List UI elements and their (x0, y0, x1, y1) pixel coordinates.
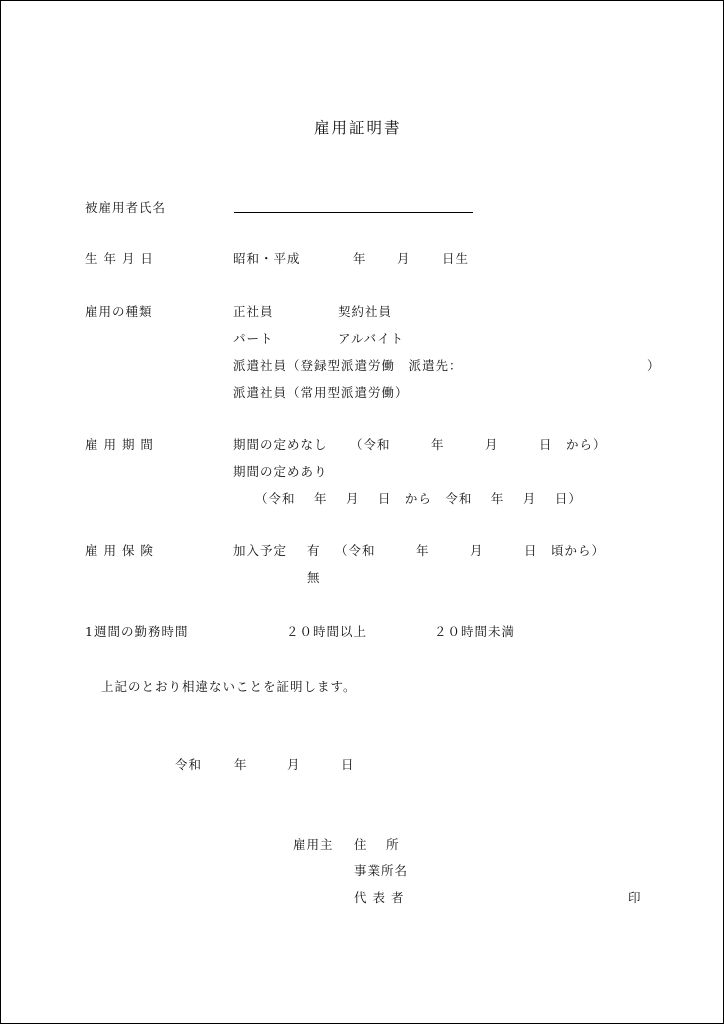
period-none: 期間の定めなし (233, 437, 328, 452)
date-year: 年 (234, 757, 248, 772)
employee-name-label: 被雇用者氏名 (85, 200, 167, 215)
employer-office-label: 事業所名 (354, 863, 409, 878)
date-era: 令和 (175, 757, 203, 772)
period-fixed: 期間の定めあり (233, 464, 328, 479)
type-dispatch-registered-close: ） (647, 358, 661, 373)
employer-representative-label: 代 表 者 (354, 890, 405, 905)
employee-name-line (234, 212, 473, 213)
insurance-planned: 加入予定 (233, 543, 288, 558)
employer-label: 雇用主 (293, 837, 334, 852)
period-none-from: （令和 年 月 日 から） (350, 437, 607, 452)
seal-mark: 印 (628, 890, 642, 905)
birthdate-label: 生 年 月 日 (85, 251, 154, 266)
type-regular: 正社員 (233, 304, 274, 319)
employer-address-label: 住 所 (354, 837, 400, 852)
date-month: 月 (287, 757, 301, 772)
period-label: 雇 用 期 間 (85, 437, 154, 452)
weekly-hours-under20: ２０時間未満 (434, 624, 516, 639)
insurance-yes-from: （令和 年 月 日 頃から） (335, 543, 606, 558)
period-fixed-range: （令和 年 月 日 から 令和 年 月 日） (255, 491, 582, 506)
certification-statement: 上記のとおり相違ないことを証明します。 (101, 679, 357, 694)
type-arbeit: アルバイト (338, 331, 405, 346)
birthdate-year: 年 (353, 251, 367, 266)
weekly-hours-label: 1週間の勤務時間 (85, 624, 189, 639)
weekly-hours-over20: ２０時間以上 (286, 624, 368, 639)
insurance-label: 雇 用 保 険 (85, 543, 154, 558)
type-dispatch-permanent: 派遣社員（常用型派遣労働） (233, 385, 409, 400)
birthdate-era: 昭和・平成 (233, 251, 301, 266)
birthdate-month: 月 (397, 251, 411, 266)
document-title: 雇用証明書 (314, 119, 402, 137)
type-dispatch-registered: 派遣社員（登録型派遣労働 派遣先： (233, 358, 463, 373)
type-contract: 契約社員 (338, 304, 393, 319)
employment-type-label: 雇用の種類 (85, 304, 153, 319)
birthdate-day: 日生 (442, 251, 470, 266)
type-part: パート (233, 331, 274, 346)
insurance-yes: 有 (307, 543, 321, 558)
insurance-no: 無 (307, 570, 321, 585)
date-day: 日 (341, 757, 355, 772)
